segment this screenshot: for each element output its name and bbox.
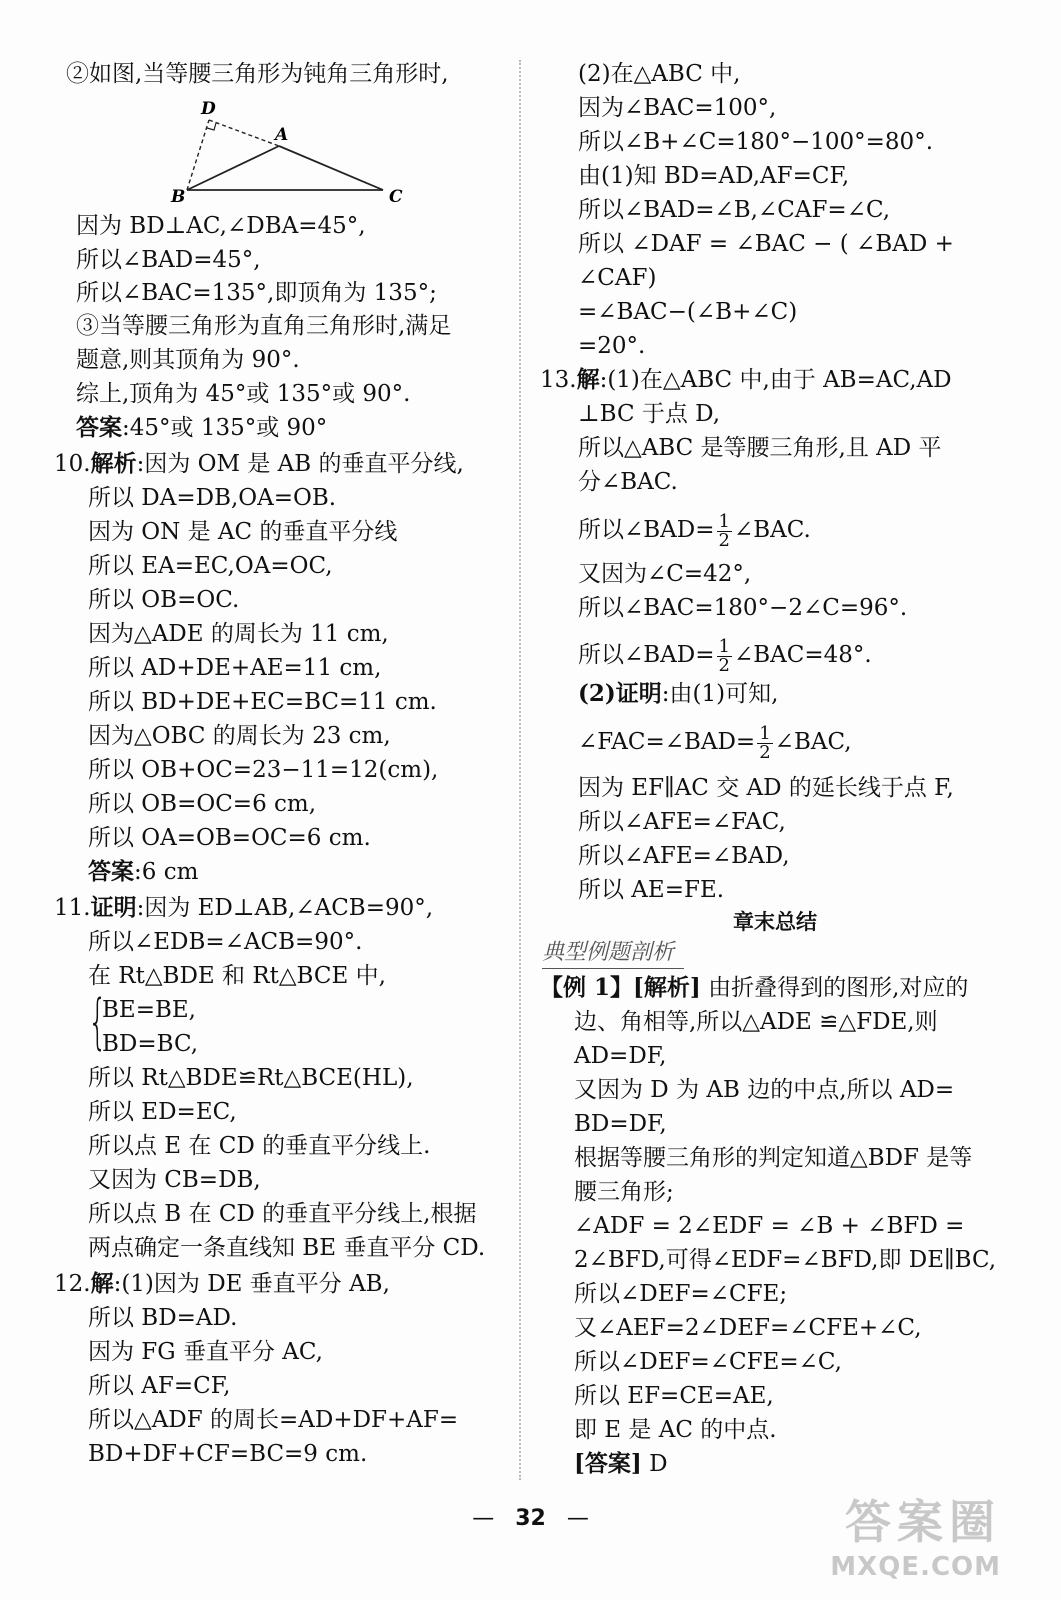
label-d: D [201,99,216,119]
footer-dash-right: — [566,1506,589,1531]
text-line: 因为∠BAC=100°, [578,95,777,121]
answer-label: 答案 [76,414,122,441]
fraction: $\frac{1}{2}$ [718,635,730,676]
text-line: BD=DF, [574,1111,667,1137]
text-line: AD=DF, [574,1043,667,1069]
watermark [830,1486,1001,1582]
text-line: 在 Rt△BDE 和 Rt△BCE 中, [88,963,386,989]
equation-line: BE=BE, [102,997,196,1023]
text-line: 所以 BD=AD. [88,1305,238,1331]
text-line: 所以∠B+∠C=180°−100°=80°. [578,129,934,155]
text-line: 所以 AE=FE. [578,877,725,903]
text-line: 所以∠DEF=∠CFE=∠C, [574,1349,842,1375]
column-separator [519,60,521,1480]
watermark-logo-text: 答案圈 [845,1495,1001,1549]
text-line: 所以∠AFE=∠BAD, [578,843,790,869]
triangle-figure [151,94,431,206]
text-line: 所以∠BAC=135°,即顶角为 135°; [76,280,437,306]
text-line: 分∠BAC. [578,469,678,495]
segment-bd-dashed [187,120,209,190]
question-12-header: 12.解:(1)因为 DE 垂直平分 AB, [54,1270,390,1297]
text-line: =∠BAC−(∠B+∠C) [578,299,798,325]
segment-ac [279,146,383,190]
page-number: 32 [515,1506,546,1531]
text-line: 所以 OB=OC=6 cm, [88,791,317,817]
example-1-header: 【例 1】[解析] 由折叠得到的图形,对应的 [540,974,969,1001]
question-13-header: 13.解:(1)在△ABC 中,由于 AB=AC,AD [540,366,952,393]
text-line: 所以∠BAD=45°, [76,247,261,273]
text-line: 所以 EA=EC,OA=OC, [88,553,333,579]
proof-header: (2)证明:由(1)可知, [578,680,779,707]
text-line: 所以 Rt△BDE≌Rt△BCE(HL), [88,1065,414,1091]
formula-line: 所以∠BAD= $\frac{1}{2}$ ∠BAC=48°. [578,635,872,676]
text-line: 又∠AEF=2∠DEF=∠CFE+∠C, [574,1315,922,1341]
text-line: 又因为 D 为 AB 边的中点,所以 AD= [574,1077,955,1103]
text-line: 2∠BFD,可得∠EDF=∠BFD,即 DE∥BC, [574,1247,997,1273]
text-line: 所以∠EDB=∠ACB=90°. [88,929,363,955]
text-line: 所以 DA=DB,OA=OB. [88,485,337,511]
watermark-url: MXQE.COM [830,1552,1001,1582]
text-line: 由(1)知 BD=AD,AF=CF, [578,163,850,189]
answer-line: 答案:45°或 135°或 90° [76,414,328,441]
text-line: 所以△ADF 的周长=AD+DF+AF= [88,1407,459,1433]
text-line: =20°. [578,333,646,359]
label-b: B [171,187,186,206]
text-line: 所以 EF=CE=AE, [574,1383,774,1409]
text-line: BD+DF+CF=BC=9 cm. [88,1441,368,1467]
text-line: 因为 EF∥AC 交 AD 的延长线于点 F, [578,775,954,801]
text-line: ∠CAF) [578,265,657,291]
formula-line: ∠FAC=∠BAD= $\frac{1}{2}$ ∠BAC, [578,722,852,763]
text-line: 所以∠DEF=∠CFE; [574,1281,788,1307]
text-line: 所以 OB+OC=23−11=12(cm), [88,757,439,783]
fraction: $\frac{1}{2}$ [759,722,771,763]
text-line: 因为 BD⊥AC,∠DBA=45°, [76,213,366,239]
segment-ba [187,146,279,190]
question-11-header: 11.证明:因为 ED⊥AB,∠ACB=90°, [54,894,434,921]
fraction: $\frac{1}{2}$ [718,510,730,551]
text-line: 所以 BD+DE+EC=BC=11 cm. [88,689,437,715]
text-line: ∠ADF = 2∠EDF = ∠B + ∠BFD = [574,1213,965,1239]
text-line: 所以点 B 在 CD 的垂直平分线上,根据 [88,1201,477,1227]
text-line: 边、角相等,所以△ADE ≌△FDE,则 [574,1009,938,1035]
text-line: 腰三角形; [574,1179,674,1205]
equation-line: BD=BC, [102,1031,199,1057]
text-line: (2)在△ABC 中, [578,61,741,87]
text-line: ②如图,当等腰三角形为钝角三角形时, [66,61,449,87]
text-line: 所以 AF=CF, [88,1373,231,1399]
text-line: 因为△OBC 的周长为 23 cm, [88,723,391,749]
footer-dash-left: — [472,1506,495,1531]
section-title: 章末总结 [733,910,817,934]
text-line: 又因为∠C=42°, [578,561,752,587]
question-10-header: 10.解析:因为 OM 是 AB 的垂直平分线, [54,450,464,477]
text-line: 综上,顶角为 45°或 135°或 90°. [76,381,411,407]
text-line: 因为 ON 是 AC 的垂直平分线 [88,519,398,545]
answer-line: 答案:6 cm [88,858,199,885]
text-line: 所以∠BAC=180°−2∠C=96°. [578,595,908,621]
text-line: ⊥BC 于点 D, [578,401,721,427]
text-line: 所以 AD+DE+AE=11 cm, [88,655,382,681]
text-line: 又因为 CB=DB, [88,1167,261,1193]
segment-da-dashed [209,120,279,146]
text-line: 所以∠AFE=∠FAC, [578,809,786,835]
answer-line: [答案] D [574,1450,668,1477]
text-line: 所以 ED=EC, [88,1099,237,1125]
text-line: 所以∠BAD=∠B,∠CAF=∠C, [578,197,891,223]
text-line: ③当等腰三角形为直角三角形时,满足 [76,313,452,339]
subsection-title: 典型例题剖析 [542,938,684,969]
system-brace: { [88,987,108,1057]
text-line: 因为 FG 垂直平分 AC, [88,1339,323,1365]
text-line: 即 E 是 AC 的中点. [574,1417,777,1443]
label-c: C [389,187,403,206]
text-line: 所以△ABC 是等腰三角形,且 AD 平 [578,435,942,461]
text-line: 所以点 E 在 CD 的垂直平分线上. [88,1133,431,1159]
label-a: A [275,125,289,145]
formula-line: 所以∠BAD= $\frac{1}{2}$ ∠BAC. [578,510,811,551]
text-line: 根据等腰三角形的判定知道△BDF 是等 [574,1145,973,1171]
text-line: 因为△ADE 的周长为 11 cm, [88,621,389,647]
text-line: 两点确定一条直线知 BE 垂直平分 CD. [88,1235,486,1261]
text-line: 所以 OA=OB=OC=6 cm. [88,825,371,851]
text-line: 所以 ∠DAF = ∠BAC − ( ∠BAD + [578,231,954,257]
text-line: 题意,则其顶角为 90°. [76,347,300,373]
right-angle-mark [207,123,216,130]
text-line: 所以 OB=OC. [88,587,240,613]
